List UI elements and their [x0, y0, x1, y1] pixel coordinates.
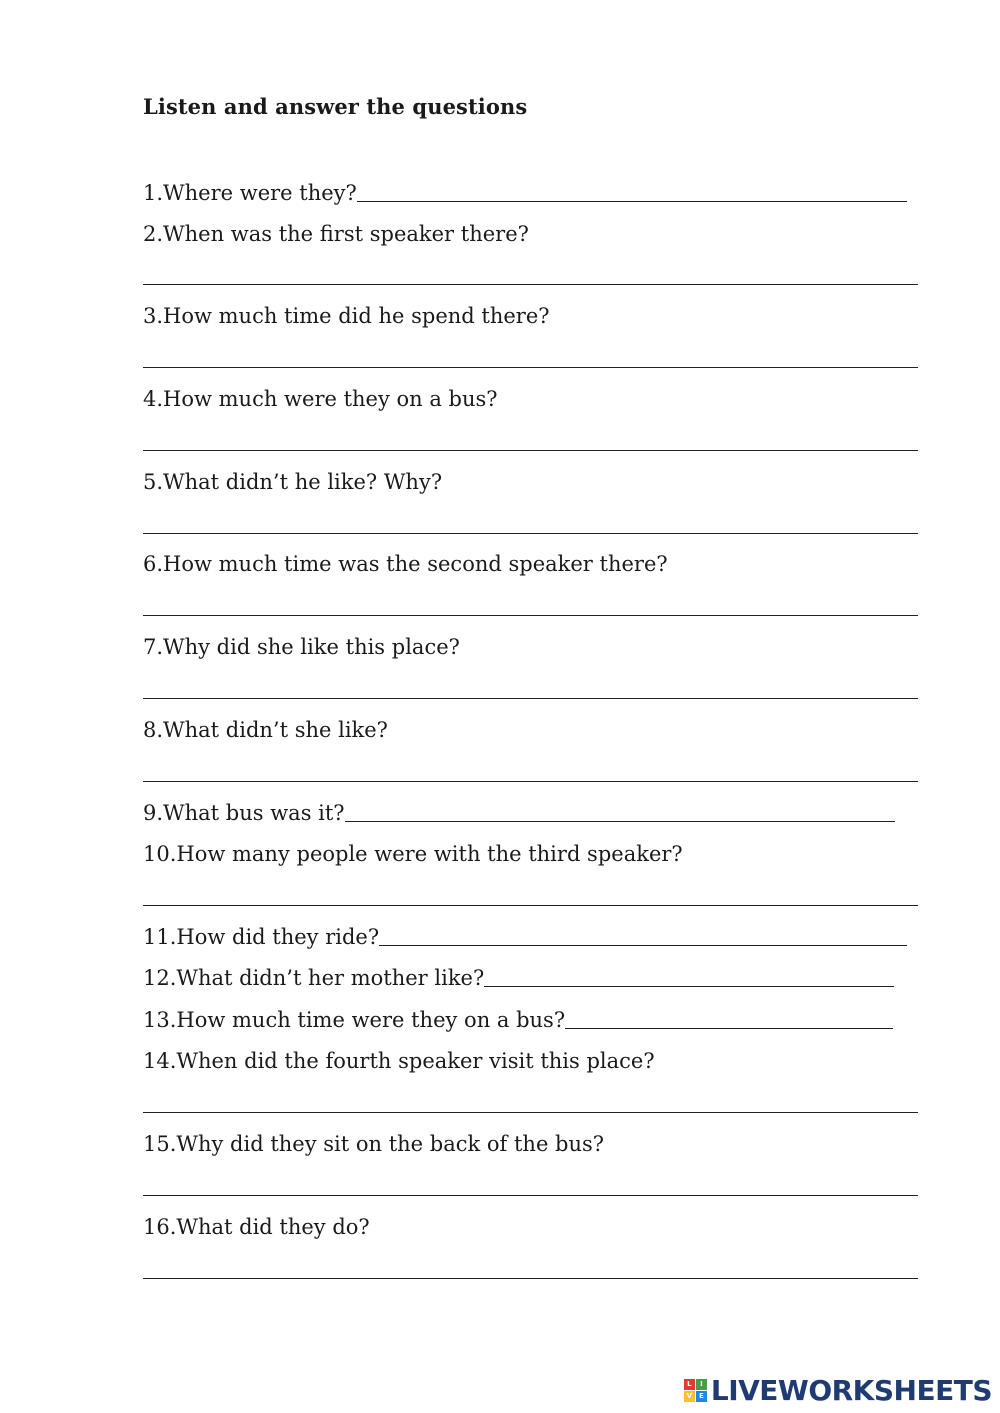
logo-letter-l: L [684, 1379, 695, 1390]
answer-9-field[interactable] [345, 797, 895, 822]
liveworksheets-brand[interactable] [684, 1374, 992, 1407]
question-12 [143, 963, 894, 993]
question-13 [143, 1005, 893, 1035]
question-10-text: 10.How many people were with the third speaker? [143, 842, 683, 866]
answer-8-field[interactable] [143, 781, 918, 782]
logo-letter-i: I [696, 1379, 707, 1390]
question-14-text: 14.When did the fourth speaker visit this place? [143, 1049, 655, 1073]
answer-1-field[interactable] [357, 177, 907, 202]
question-16-text: 16.What did they do? [143, 1215, 370, 1239]
answer-12-field[interactable] [484, 962, 894, 987]
answer-5-field[interactable] [143, 533, 918, 534]
liveworksheets-logo-icon [684, 1379, 707, 1402]
question-7-text: 7.Why did she like this place? [143, 635, 460, 659]
question-11-text: 11.How did they ride? [143, 925, 380, 949]
answer-7-field[interactable] [143, 698, 918, 699]
question-4-text: 4.How much were they on a bus? [143, 387, 498, 411]
worksheet-title: Listen and answer the questions [143, 94, 528, 119]
answer-6-field[interactable] [143, 615, 918, 616]
answer-4-field[interactable] [143, 450, 918, 451]
answer-15-field[interactable] [143, 1195, 918, 1196]
question-5-text: 5.What didn’t he like? Why? [143, 470, 443, 494]
answer-13-field[interactable] [565, 1004, 893, 1029]
question-15-text: 15.Why did they sit on the back of the bus? [143, 1132, 605, 1156]
question-6-text: 6.How much time was the second speaker there? [143, 552, 668, 576]
question-11 [143, 922, 907, 952]
question-2-text: 2.When was the first speaker there? [143, 222, 529, 246]
logo-letter-e: E [696, 1391, 707, 1402]
question-1-text: 1.Where were they? [143, 181, 357, 205]
question-1 [143, 178, 907, 208]
answer-11-field[interactable] [379, 921, 907, 946]
brand-name: LIVEWORKSHEETS [710, 1374, 992, 1407]
question-9-text: 9.What bus was it? [143, 801, 345, 825]
answer-16-field[interactable] [143, 1278, 918, 1279]
question-9 [143, 798, 895, 828]
question-13-text: 13.How much time were they on a bus? [143, 1008, 566, 1032]
logo-letter-v: V [684, 1391, 695, 1402]
answer-10-field[interactable] [143, 905, 918, 906]
answer-14-field[interactable] [143, 1112, 918, 1113]
answer-3-field[interactable] [143, 367, 918, 368]
question-12-text: 12.What didn’t her mother like? [143, 966, 485, 990]
answer-2-field[interactable] [143, 284, 918, 285]
question-8-text: 8.What didn’t she like? [143, 718, 388, 742]
question-3-text: 3.How much time did he spend there? [143, 304, 550, 328]
